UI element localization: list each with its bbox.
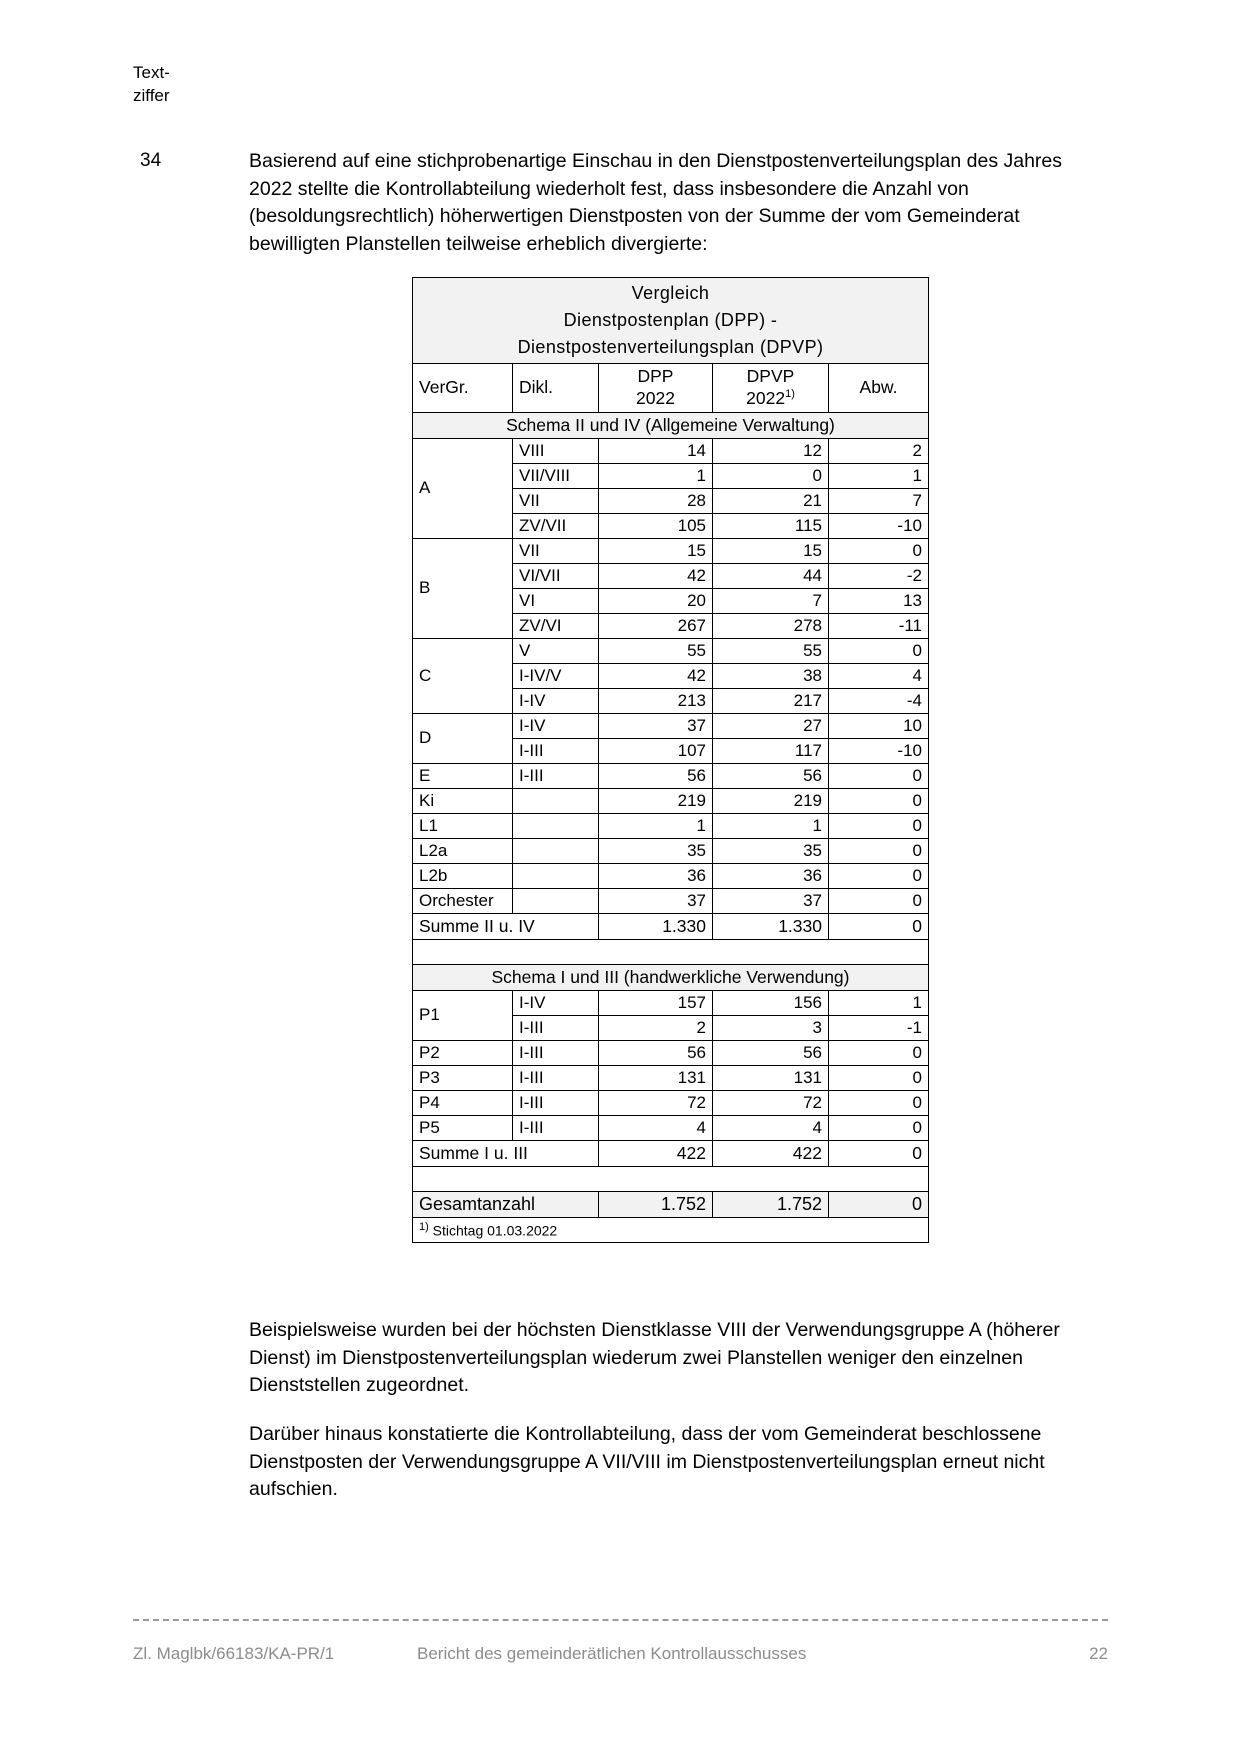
cell-dpvp: 4 [713, 1115, 829, 1140]
cell-abw: 0 [829, 863, 929, 888]
cell-vergr: L1 [413, 813, 513, 838]
cell-dpp: 4 [599, 1115, 713, 1140]
table-header-row [413, 364, 929, 413]
cell-vergr: B [413, 538, 513, 638]
footer-title: Bericht des gemeinderätlichen Kontrollausschusses [417, 1644, 807, 1663]
header-dpvp-line2: 2022 [746, 387, 786, 408]
cell-dikl [513, 838, 599, 863]
cell-abw: 1 [829, 990, 929, 1015]
subtotal-dpvp: 1.330 [713, 913, 829, 939]
cell-vergr: Ki [413, 788, 513, 813]
cell-dpp: 37 [599, 888, 713, 913]
paragraph-further: Darüber hinaus konstatierte die Kontrollabteilung, dass der vom Gemeinderat beschlossene Dienstposten der Verwendungsgruppe A VII/VIII im Dienstpostenverteilungsplan erneut nicht aufschien. [249, 1423, 1045, 1501]
cell-dpvp: 115 [713, 513, 829, 538]
cell-dpvp: 12 [713, 438, 829, 463]
cell-dpp: 107 [599, 738, 713, 763]
cell-dpp: 2 [599, 1015, 713, 1040]
header-dpp-line2: 2022 [636, 387, 675, 408]
cell-dpvp: 219 [713, 788, 829, 813]
table-row [413, 538, 929, 563]
table-row [413, 438, 929, 463]
cell-dikl: VII/VIII [513, 463, 599, 488]
cell-vergr: C [413, 638, 513, 713]
cell-dikl: I-III [513, 738, 599, 763]
footer-page-number: 22 [1089, 1644, 1108, 1663]
cell-abw: 0 [829, 838, 929, 863]
cell-dikl: VIII [513, 438, 599, 463]
cell-vergr: E [413, 763, 513, 788]
cell-dikl [513, 813, 599, 838]
margin-column-label [133, 62, 170, 108]
footer-divider [133, 1619, 1108, 1621]
cell-vergr: P4 [413, 1090, 513, 1115]
table-row [413, 638, 929, 663]
cell-abw: 0 [829, 788, 929, 813]
header-dpvp-line1: DPVP [746, 366, 795, 386]
cell-dikl: I-IV [513, 688, 599, 713]
cell-dikl: ZV/VII [513, 513, 599, 538]
cell-dikl: VI/VII [513, 563, 599, 588]
cell-abw: 10 [829, 713, 929, 738]
cell-abw: 0 [829, 1040, 929, 1065]
cell-dpvp: 131 [713, 1065, 829, 1090]
section-header-schema-2-4 [413, 412, 929, 438]
paragraph-example: Beispielsweise wurden bei der höchsten Dienstklasse VIII der Verwendungsgruppe A (höherer Dienst) im Dienstpostenverteilungsplan wiederum zwei Planstellen weniger den einzelnen Dienststellen zugeordnet. [249, 1319, 1060, 1397]
table-title-line3: Dienstpostenverteilungsplan (DPVP) [517, 337, 824, 357]
cell-dpp: 14 [599, 438, 713, 463]
comparison-table [412, 277, 929, 1243]
section-label: Schema I und III (handwerkliche Verwendung) [413, 964, 929, 990]
cell-dikl: I-III [513, 1065, 599, 1090]
cell-vergr: D [413, 713, 513, 763]
header-dpp [599, 364, 713, 413]
cell-dpp: 56 [599, 1040, 713, 1065]
cell-abw: 0 [829, 1090, 929, 1115]
cell-dpp: 36 [599, 863, 713, 888]
cell-abw: 0 [829, 763, 929, 788]
cell-dpvp: 156 [713, 990, 829, 1015]
cell-dpvp: 0 [713, 463, 829, 488]
cell-dpvp: 3 [713, 1015, 829, 1040]
footnote-text: Stichtag 01.03.2022 [432, 1222, 558, 1239]
cell-abw: 0 [829, 1065, 929, 1090]
cell-abw: 0 [829, 888, 929, 913]
table-row [413, 1065, 929, 1090]
cell-dpvp: 56 [713, 763, 829, 788]
cell-dpvp: 35 [713, 838, 829, 863]
table-row [413, 990, 929, 1015]
cell-abw: 1 [829, 463, 929, 488]
cell-vergr: P3 [413, 1065, 513, 1090]
header-dpvp [713, 364, 829, 413]
table-title-line2: Dienstpostenplan (DPP) - [563, 310, 778, 330]
table-row [413, 888, 929, 913]
cell-dpp: 72 [599, 1090, 713, 1115]
table-row [413, 1090, 929, 1115]
cell-dpvp: 217 [713, 688, 829, 713]
cell-abw: -10 [829, 738, 929, 763]
table-row [413, 713, 929, 738]
margin-label-line1: Text- [133, 63, 170, 82]
cell-dpp: 35 [599, 838, 713, 863]
cell-dikl: I-III [513, 1015, 599, 1040]
cell-dpvp: 36 [713, 863, 829, 888]
cell-dpp: 56 [599, 763, 713, 788]
cell-dikl [513, 888, 599, 913]
cell-vergr: A [413, 438, 513, 538]
cell-abw: 7 [829, 488, 929, 513]
cell-dikl: VI [513, 588, 599, 613]
cell-dpp: 267 [599, 613, 713, 638]
cell-dpp: 15 [599, 538, 713, 563]
cell-dikl [513, 788, 599, 813]
cell-dpp: 37 [599, 713, 713, 738]
cell-dpvp: 56 [713, 1040, 829, 1065]
cell-abw: 0 [829, 1115, 929, 1140]
total-abw: 0 [829, 1191, 929, 1217]
cell-dpvp: 7 [713, 588, 829, 613]
cell-dpp: 131 [599, 1065, 713, 1090]
paragraph-intro: Basierend auf eine stichprobenartige Einschau in den Dienstpostenverteilungsplan des Jahres 2022 stellte die Kontrollabteilung wiederholt fest, dass insbesondere die Anzahl von (besoldungsrechtlich) höherwertigen Dienstposten von der Summe der vom Gemeinderat bewilligten Planstellen teilweise erheblich divergierte: [249, 150, 1063, 256]
table-row [413, 788, 929, 813]
cell-dikl: V [513, 638, 599, 663]
cell-dpp: 105 [599, 513, 713, 538]
header-dikl: Dikl. [513, 364, 599, 413]
cell-dikl: I-IV [513, 713, 599, 738]
cell-abw: 13 [829, 588, 929, 613]
footer-reference: Zl. Maglbk/66183/KA-PR/1 [133, 1644, 335, 1663]
table-footnote-row [413, 1217, 929, 1242]
cell-dpp: 1 [599, 463, 713, 488]
cell-abw: -2 [829, 563, 929, 588]
cell-dpvp: 117 [713, 738, 829, 763]
cell-dikl: I-IV/V [513, 663, 599, 688]
cell-dikl: VII [513, 538, 599, 563]
cell-dikl: VII [513, 488, 599, 513]
cell-dikl: I-III [513, 1090, 599, 1115]
cell-dikl [513, 863, 599, 888]
table-row [413, 838, 929, 863]
cell-dikl: I-III [513, 1115, 599, 1140]
cell-vergr: P1 [413, 990, 513, 1040]
total-dpp: 1.752 [599, 1191, 713, 1217]
footnote-marker: 1) [419, 1220, 429, 1233]
cell-abw: -11 [829, 613, 929, 638]
section-label: Schema II und IV (Allgemeine Verwaltung) [413, 412, 929, 438]
table-spacer [413, 1166, 929, 1191]
cell-vergr: P2 [413, 1040, 513, 1065]
cell-dpp: 1 [599, 813, 713, 838]
subtotal-label: Summe I u. III [413, 1140, 599, 1166]
cell-dpp: 42 [599, 563, 713, 588]
cell-dpp: 219 [599, 788, 713, 813]
table-title-line1: Vergleich [631, 283, 710, 303]
total-label: Gesamtanzahl [413, 1191, 599, 1217]
cell-abw: 0 [829, 638, 929, 663]
cell-abw: -10 [829, 513, 929, 538]
cell-dpvp: 21 [713, 488, 829, 513]
cell-dikl: I-III [513, 1040, 599, 1065]
cell-abw: -1 [829, 1015, 929, 1040]
header-vergr: VerGr. [413, 364, 513, 413]
cell-dpp: 28 [599, 488, 713, 513]
cell-abw: 0 [829, 538, 929, 563]
subtotal-abw: 0 [829, 1140, 929, 1166]
header-abw: Abw. [829, 364, 929, 413]
table-title [413, 278, 929, 364]
cell-dpp: 157 [599, 990, 713, 1015]
cell-abw: 4 [829, 663, 929, 688]
subtotal-dpp: 422 [599, 1140, 713, 1166]
table-row [413, 763, 929, 788]
cell-abw: 0 [829, 813, 929, 838]
cell-dpp: 55 [599, 638, 713, 663]
subtotal-label: Summe II u. IV [413, 913, 599, 939]
table-row [413, 1115, 929, 1140]
cell-dpp: 213 [599, 688, 713, 713]
subtotal-row-schema-1-3 [413, 1140, 929, 1166]
header-dpp-line1: DPP [637, 366, 674, 386]
subtotal-row-schema-2-4 [413, 913, 929, 939]
table-row [413, 813, 929, 838]
comparison-table-wrapper [412, 277, 928, 1243]
subtotal-abw: 0 [829, 913, 929, 939]
cell-dikl: I-IV [513, 990, 599, 1015]
cell-dpvp: 278 [713, 613, 829, 638]
table-title-row [413, 278, 929, 364]
cell-dikl: ZV/VI [513, 613, 599, 638]
cell-dpp: 20 [599, 588, 713, 613]
total-dpvp: 1.752 [713, 1191, 829, 1217]
cell-dpvp: 1 [713, 813, 829, 838]
cell-dpp: 42 [599, 663, 713, 688]
table-footnote [413, 1217, 929, 1242]
cell-abw: 2 [829, 438, 929, 463]
cell-dpvp: 37 [713, 888, 829, 913]
table-spacer [413, 939, 929, 964]
subtotal-dpp: 1.330 [599, 913, 713, 939]
cell-abw: -4 [829, 688, 929, 713]
cell-vergr: L2a [413, 838, 513, 863]
cell-dpvp: 55 [713, 638, 829, 663]
cell-vergr: Orchester [413, 888, 513, 913]
cell-vergr: P5 [413, 1115, 513, 1140]
cell-dpvp: 38 [713, 663, 829, 688]
text-ziffer-number: 34 [140, 150, 162, 171]
margin-label-line2: ziffer [133, 85, 170, 105]
cell-dpvp: 72 [713, 1090, 829, 1115]
cell-dpvp: 44 [713, 563, 829, 588]
subtotal-dpvp: 422 [713, 1140, 829, 1166]
section-header-schema-1-3 [413, 964, 929, 990]
cell-vergr: L2b [413, 863, 513, 888]
total-row [413, 1191, 929, 1217]
cell-dpvp: 27 [713, 713, 829, 738]
table-row [413, 863, 929, 888]
table-row [413, 1040, 929, 1065]
cell-dikl: I-III [513, 763, 599, 788]
header-dpvp-footnote-marker: 1) [785, 388, 795, 401]
cell-dpvp: 15 [713, 538, 829, 563]
